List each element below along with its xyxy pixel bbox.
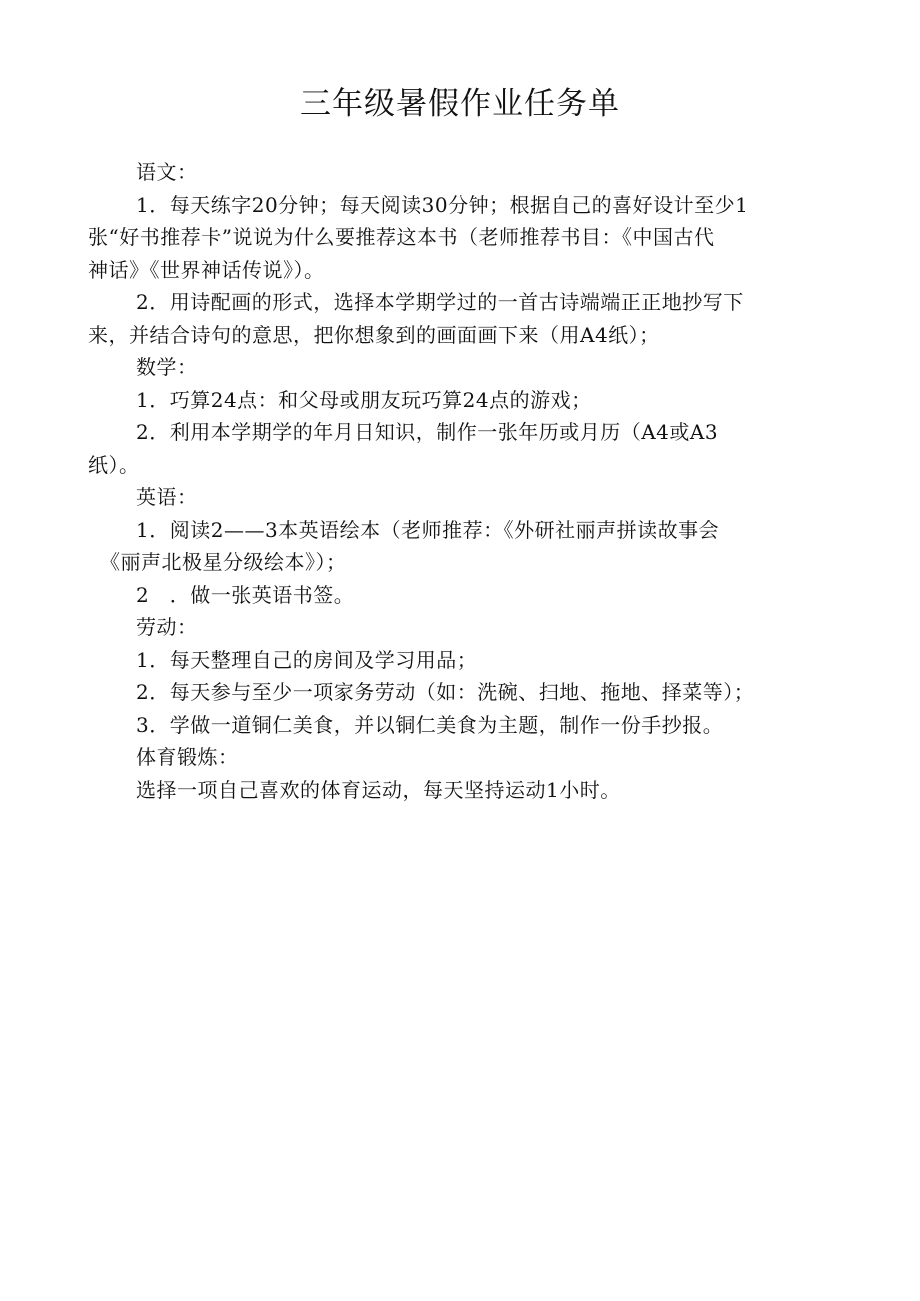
text-line: 1．每天练字20分钟；每天阅读30分钟；根据自己的喜好设计至少1 — [136, 192, 749, 217]
text-line: 神话》《世界神话传说》）。 — [88, 257, 325, 282]
english-item-1 — [88, 514, 840, 579]
labor-item-2 — [88, 676, 840, 709]
section-heading-math: 数学： — [136, 355, 198, 379]
math-item-1 — [88, 384, 840, 417]
document-body — [88, 156, 840, 806]
chinese-item-2 — [88, 286, 840, 351]
labor-item-1 — [88, 644, 840, 677]
labor-item-3 — [88, 709, 840, 742]
text-line: 1．每天整理自己的房间及学习用品； — [136, 647, 478, 672]
section-heading-chinese: 语文： — [136, 160, 198, 184]
text-line: 来，并结合诗句的意思，把你想象到的画面画下来（用A4纸）； — [88, 322, 660, 347]
text-line: 1．巧算24点：和父母或朋友玩巧算24点的游戏； — [136, 387, 592, 412]
text-line: 选择一项自己喜欢的体育运动，每天坚持运动1小时。 — [136, 777, 621, 802]
text-line: 2．每天参与至少一项家务劳动（如：洗碗、扫地、拖地、择菜等）； — [136, 680, 755, 704]
text-line: 2 ．做一张英语书签。 — [136, 582, 355, 607]
english-item-2 — [88, 579, 840, 612]
text-line: 纸）。 — [88, 452, 140, 477]
math-item-2 — [88, 416, 840, 481]
page-title: 三年级暑假作业任务单 — [300, 86, 620, 122]
text-line: 2．用诗配画的形式，选择本学期学过的一首古诗端端正正地抄写下 — [136, 290, 744, 314]
chinese-item-1 — [88, 189, 840, 287]
section-heading-english: 英语： — [136, 485, 198, 509]
section-heading-labor: 劳动： — [136, 615, 198, 639]
pe-item-1 — [88, 774, 840, 807]
text-line: 2．利用本学期学的年月日知识，制作一张年历或月历（A4或A3 — [136, 420, 719, 444]
text-line: 《丽声北极星分级绘本》）； — [100, 550, 347, 574]
text-line: 张“好书推荐卡”说说为什么要推荐这本书（老师推荐书目：《中国古代 — [88, 225, 715, 249]
section-heading-pe: 体育锻炼： — [136, 745, 239, 769]
text-line: 1．阅读2——3本英语绘本（老师推荐：《外研社丽声拼读故事会 — [136, 517, 720, 542]
text-line: 3．学做一道铜仁美食，并以铜仁美食为主题，制作一份手抄报。 — [136, 712, 724, 737]
